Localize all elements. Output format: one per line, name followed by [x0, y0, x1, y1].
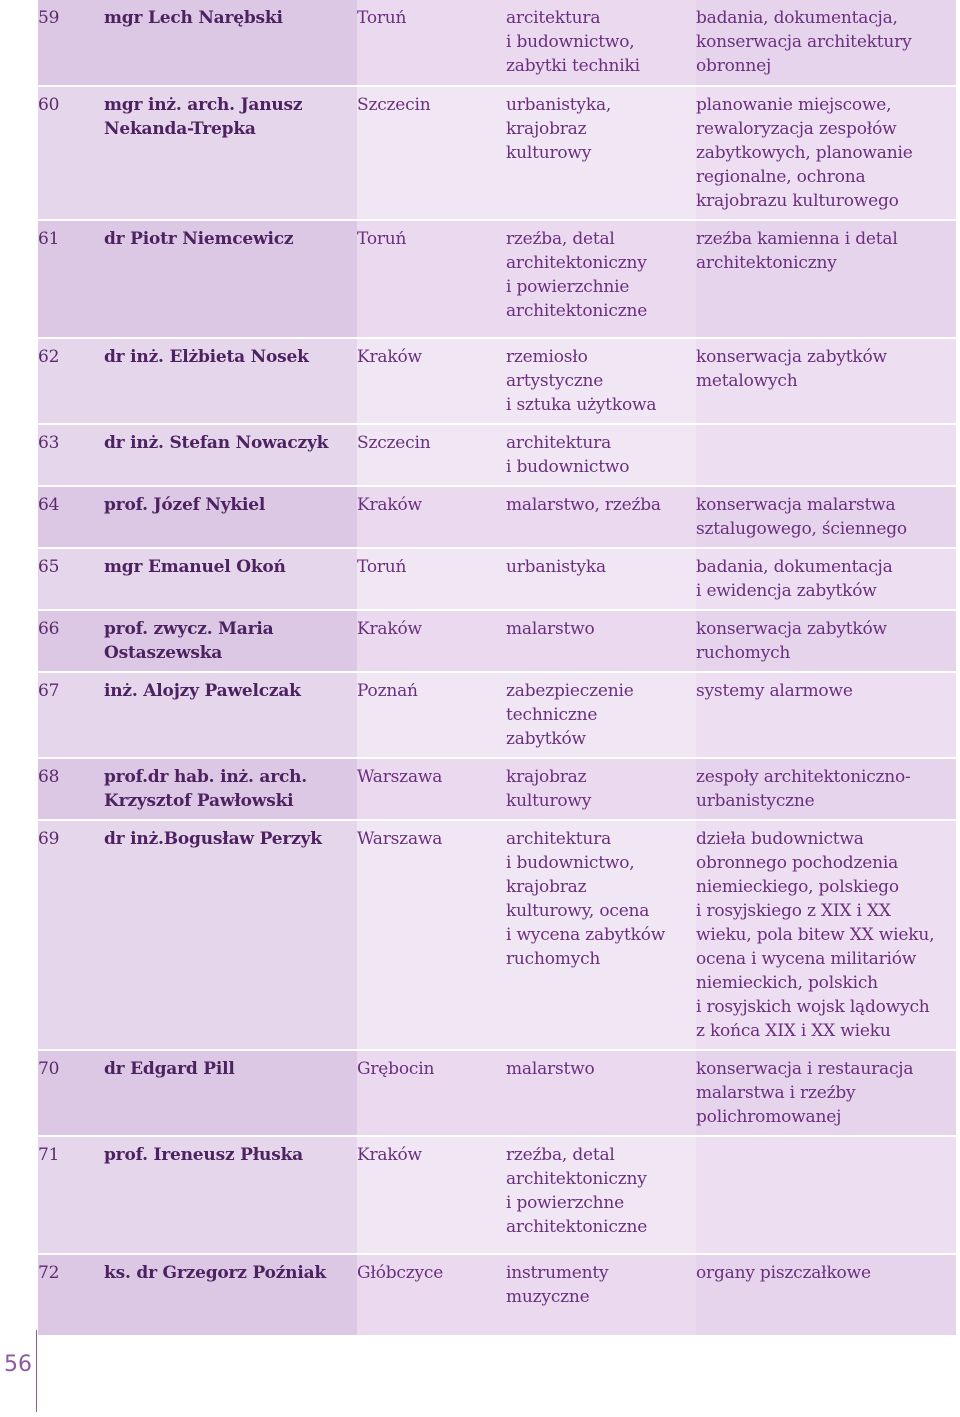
table-row [38, 610, 956, 672]
expert-scope: zespoły architektoniczno- urbanistyczne [696, 758, 956, 820]
row-number: 59 [38, 0, 104, 86]
expert-specialty: architektura i budownictwo, krajobraz kulturowy, ocena i wycena zabytków ruchomych [506, 820, 696, 1050]
expert-name: dr Edgard Pill [104, 1050, 357, 1136]
table-row [38, 758, 956, 820]
expert-city: Warszawa [357, 820, 506, 1050]
expert-city: Poznań [357, 672, 506, 758]
expert-name: prof. Ireneusz Płuska [104, 1136, 357, 1254]
expert-name: prof. zwycz. Maria Ostaszewska [104, 610, 357, 672]
expert-scope [696, 1136, 956, 1254]
table-row [38, 220, 956, 338]
expert-specialty: instrumenty muzyczne [506, 1254, 696, 1336]
expert-specialty: rzemiosło artystyczne i sztuka użytkowa [506, 338, 696, 424]
row-number: 64 [38, 486, 104, 548]
expert-scope: organy piszczałkowe [696, 1254, 956, 1336]
page-number-divider [36, 1330, 37, 1412]
expert-city: Kraków [357, 338, 506, 424]
expert-scope: badania, dokumentacja, konserwacja architektury obronnej [696, 0, 956, 86]
expert-city: Kraków [357, 610, 506, 672]
expert-specialty: zabezpieczenie techniczne zabytków [506, 672, 696, 758]
expert-name: mgr inż. arch. Janusz Nekanda-Trepka [104, 86, 357, 220]
table-row [38, 672, 956, 758]
row-number: 68 [38, 758, 104, 820]
expert-name: dr inż. Stefan Nowaczyk [104, 424, 357, 486]
expert-name: inż. Alojzy Pawelczak [104, 672, 357, 758]
expert-scope: systemy alarmowe [696, 672, 956, 758]
expert-city: Grębocin [357, 1050, 506, 1136]
expert-city: Szczecin [357, 86, 506, 220]
expert-specialty: architektura i budownictwo [506, 424, 696, 486]
row-number: 69 [38, 820, 104, 1050]
expert-city: Głóbczyce [357, 1254, 506, 1336]
expert-city: Toruń [357, 548, 506, 610]
expert-scope: konserwacja zabytków ruchomych [696, 610, 956, 672]
table-row [38, 820, 956, 1050]
expert-name: ks. dr Grzegorz Poźniak [104, 1254, 357, 1336]
expert-city: Warszawa [357, 758, 506, 820]
row-number: 72 [38, 1254, 104, 1336]
table-row [38, 1050, 956, 1136]
table-row [38, 0, 956, 86]
row-number: 66 [38, 610, 104, 672]
expert-scope: badania, dokumentacja i ewidencja zabytków [696, 548, 956, 610]
expert-specialty: urbanistyka, krajobraz kulturowy [506, 86, 696, 220]
row-number: 60 [38, 86, 104, 220]
page-number: 56 [4, 1352, 32, 1377]
table-row [38, 338, 956, 424]
expert-scope: dzieła budownictwa obronnego pochodzenia niemieckiego, polskiego i rosyjskiego z XIX i XX wieku, pola bitew XX wieku, ocena i wycena militariów niemieckich, polskich i rosyjskich wojsk lądowych z końca XIX i XX wieku [696, 820, 956, 1050]
expert-scope: konserwacja i restauracja malarstwa i rzeźby polichromowanej [696, 1050, 956, 1136]
expert-city: Kraków [357, 1136, 506, 1254]
expert-scope: planowanie miejscowe, rewaloryzacja zespołów zabytkowych, planowanie regionalne, ochrona krajobrazu kulturowego [696, 86, 956, 220]
experts-table [38, 0, 956, 1337]
row-number: 61 [38, 220, 104, 338]
expert-name: dr inż.Bogusław Perzyk [104, 820, 357, 1050]
expert-specialty: malarstwo, rzeźba [506, 486, 696, 548]
expert-specialty: malarstwo [506, 610, 696, 672]
table-row [38, 424, 956, 486]
row-number: 71 [38, 1136, 104, 1254]
expert-name: mgr Lech Narębski [104, 0, 357, 86]
expert-scope: konserwacja zabytków metalowych [696, 338, 956, 424]
row-number: 63 [38, 424, 104, 486]
row-number: 67 [38, 672, 104, 758]
table-row [38, 1254, 956, 1336]
expert-scope: rzeźba kamienna i detal architektoniczny [696, 220, 956, 338]
row-number: 70 [38, 1050, 104, 1136]
table-row [38, 86, 956, 220]
table-row [38, 548, 956, 610]
expert-scope: konserwacja malarstwa sztalugowego, ściennego [696, 486, 956, 548]
expert-specialty: krajobraz kulturowy [506, 758, 696, 820]
expert-name: mgr Emanuel Okoń [104, 548, 357, 610]
expert-city: Kraków [357, 486, 506, 548]
expert-specialty: malarstwo [506, 1050, 696, 1136]
expert-name: dr inż. Elżbieta Nosek [104, 338, 357, 424]
expert-specialty: arcitektura i budownictwo, zabytki techniki [506, 0, 696, 86]
expert-name: prof. Józef Nykiel [104, 486, 357, 548]
row-number: 65 [38, 548, 104, 610]
expert-specialty: rzeźba, detal architektoniczny i powierzchnie architektoniczne [506, 220, 696, 338]
expert-specialty: rzeźba, detal architektoniczny i powierzchne architektoniczne [506, 1136, 696, 1254]
expert-name: prof.dr hab. inż. arch. Krzysztof Pawłowski [104, 758, 357, 820]
expert-city: Szczecin [357, 424, 506, 486]
expert-name: dr Piotr Niemcewicz [104, 220, 357, 338]
expert-scope [696, 424, 956, 486]
table-row [38, 486, 956, 548]
row-number: 62 [38, 338, 104, 424]
expert-specialty: urbanistyka [506, 548, 696, 610]
expert-city: Toruń [357, 220, 506, 338]
expert-city: Toruń [357, 0, 506, 86]
table-row [38, 1136, 956, 1254]
